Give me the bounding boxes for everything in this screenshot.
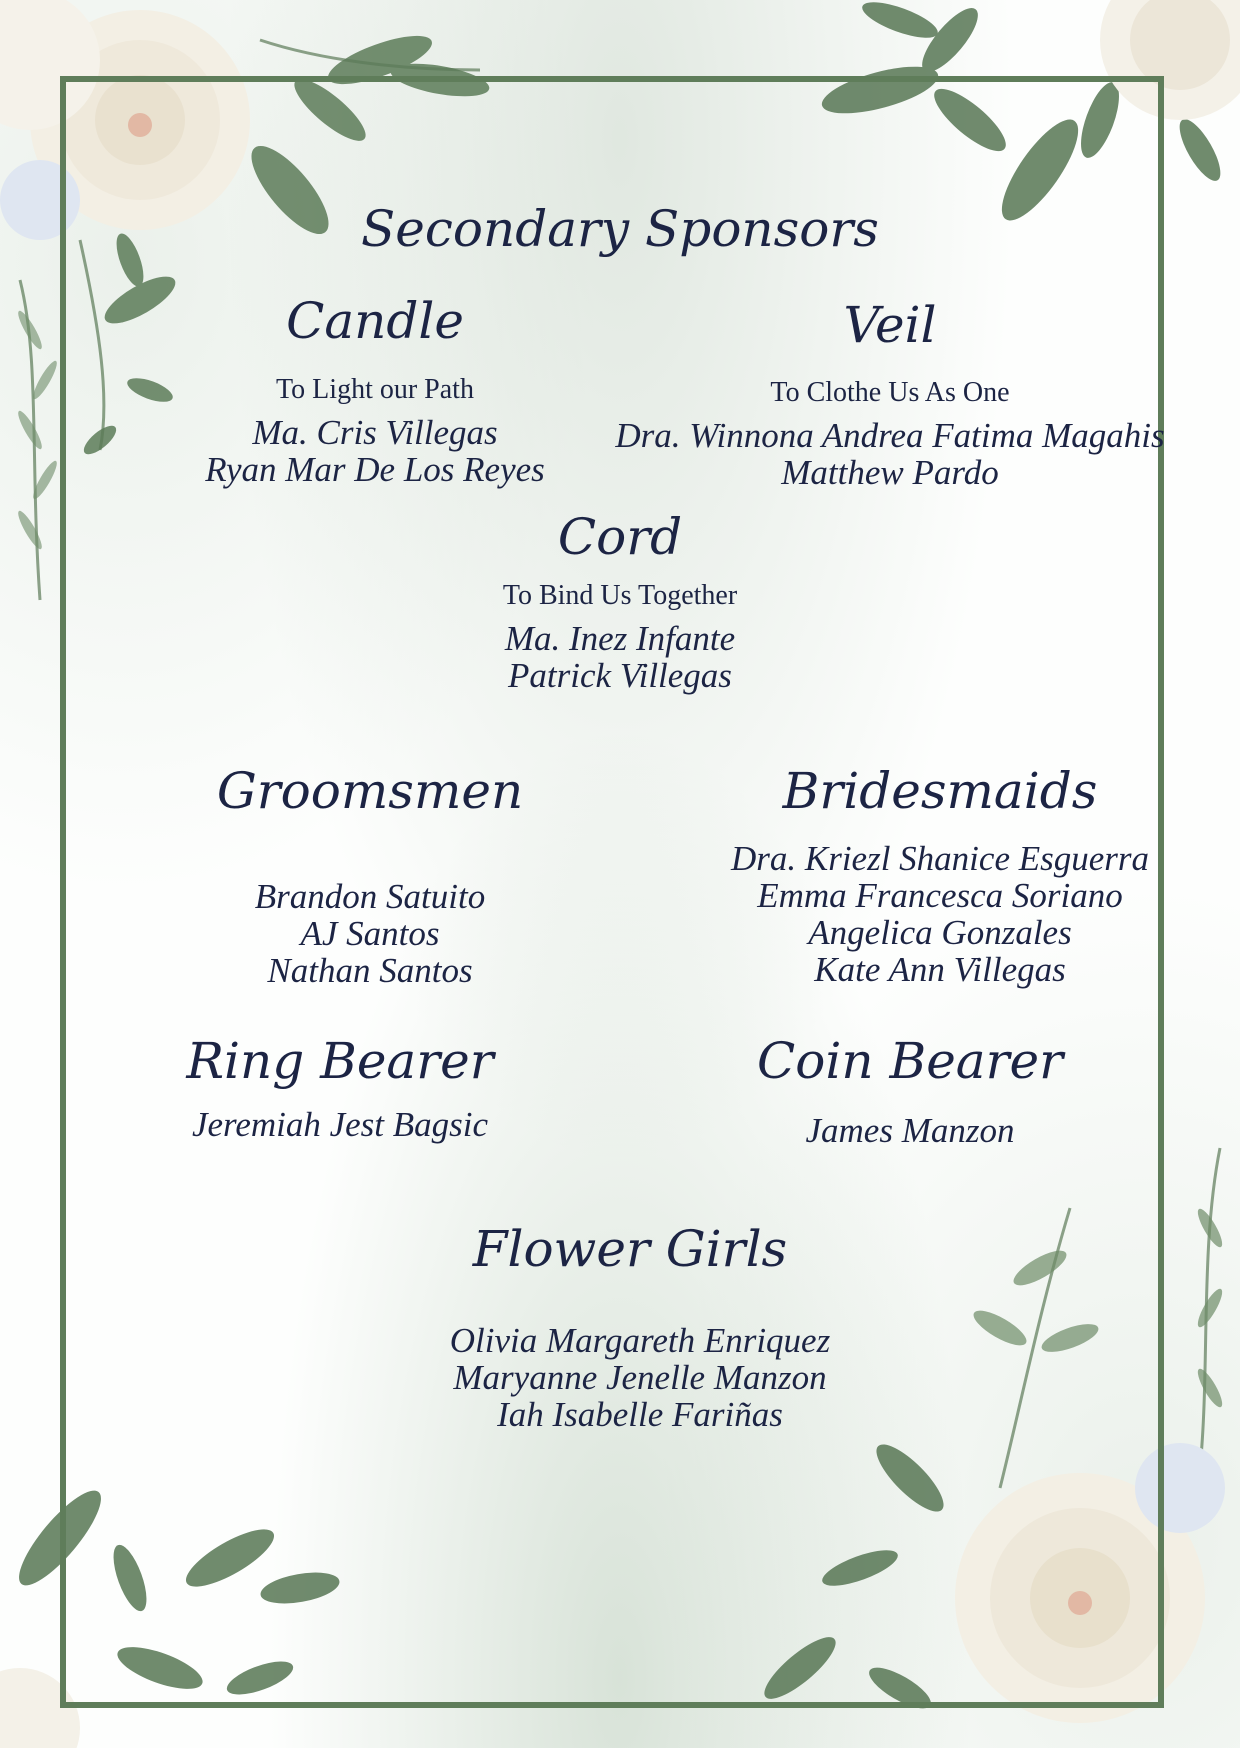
sponsor-name: Ryan Mar De Los Reyes [205, 450, 545, 489]
veil-subtitle: To Clothe Us As One [770, 377, 1010, 408]
flower-girls-names [400, 1322, 880, 1433]
ring-bearer-names [140, 1106, 540, 1143]
cord-names [430, 620, 810, 694]
candle-names [160, 414, 590, 488]
bridesmaid-name: Dra. Kriezl Shanice Esguerra [730, 839, 1150, 878]
coin-bearer-name: James Manzon [805, 1111, 1015, 1150]
bridesmaids-heading: Bridesmaids [782, 762, 1098, 820]
veil-names [600, 417, 1180, 491]
flower-girl-name: Olivia Margareth Enriquez [449, 1321, 831, 1360]
cord-subtitle: To Bind Us Together [502, 580, 738, 611]
groomsmen-names [170, 878, 570, 989]
candle-heading: Candle [286, 292, 464, 350]
candle-subtitle: To Light our Path [276, 374, 474, 405]
flower-girls-heading: Flower Girls [472, 1220, 788, 1278]
bridesmaid-name: Emma Francesca Soriano [757, 876, 1123, 915]
cord-heading: Cord [557, 508, 683, 566]
veil-heading: Veil [843, 296, 937, 354]
coin-bearer-names [720, 1112, 1100, 1149]
bridesmaid-name: Angelica Gonzales [808, 913, 1072, 952]
sponsor-name: Matthew Pardo [781, 453, 999, 492]
bridesmaid-name: Kate Ann Villegas [814, 950, 1066, 989]
ring-bearer-name: Jeremiah Jest Bagsic [191, 1105, 489, 1144]
bridesmaids-names [690, 840, 1190, 988]
page-title: Secondary Sponsors [361, 200, 879, 258]
sponsor-name: Ma. Inez Infante [504, 619, 736, 658]
flower-girl-name: Maryanne Jenelle Manzon [453, 1358, 827, 1397]
sponsor-name: Ma. Cris Villegas [252, 413, 498, 452]
sponsor-name: Patrick Villegas [508, 656, 732, 695]
groomsman-name: Nathan Santos [267, 951, 473, 990]
sponsor-name: Dra. Winnona Andrea Fatima Magahis [615, 416, 1165, 455]
groomsmen-heading: Groomsmen [216, 762, 524, 820]
flower-girl-name: Iah Isabelle Fariñas [497, 1395, 783, 1434]
groomsman-name: AJ Santos [300, 914, 440, 953]
ring-bearer-heading: Ring Bearer [186, 1032, 494, 1090]
groomsman-name: Brandon Satuito [254, 877, 486, 916]
coin-bearer-heading: Coin Bearer [757, 1032, 1063, 1090]
